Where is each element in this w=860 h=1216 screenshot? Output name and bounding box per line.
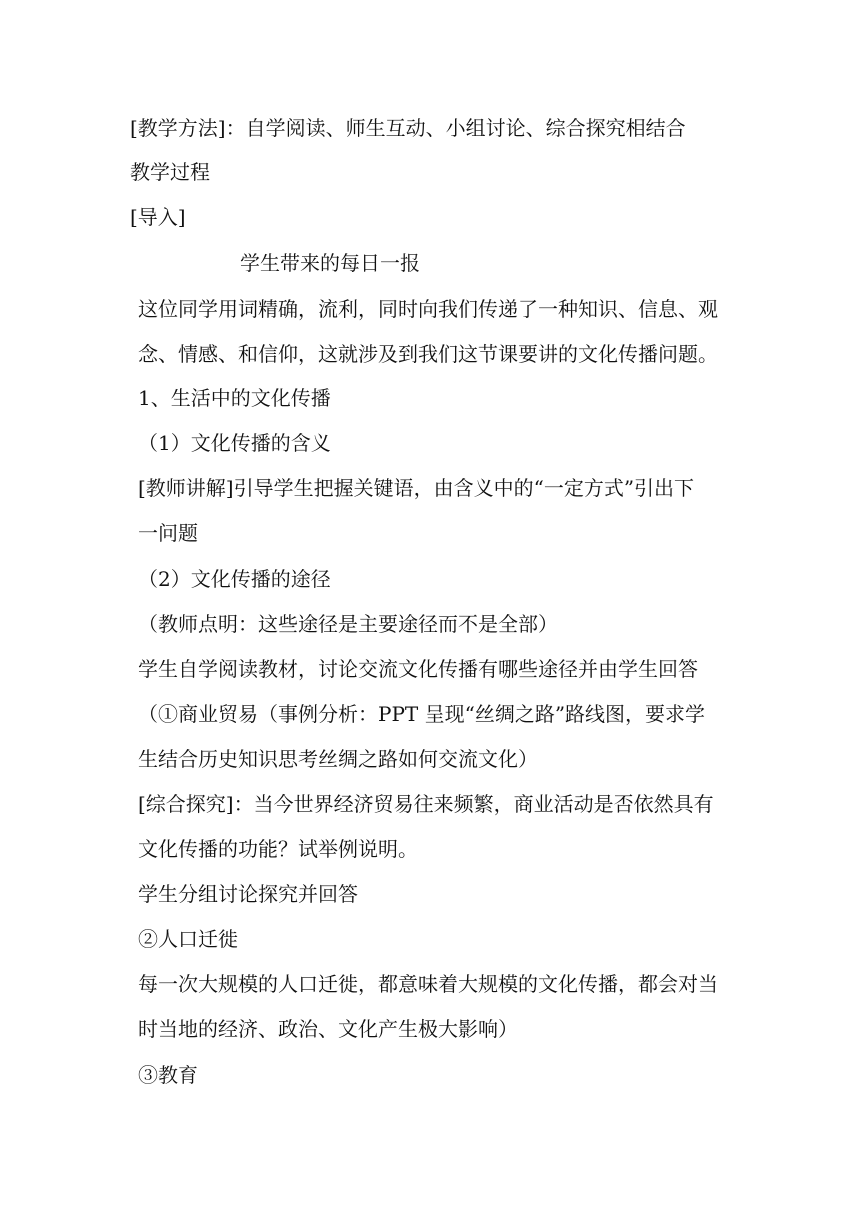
paragraph-line: （教师点明：这些途径是主要途径而不是全部） — [138, 612, 558, 636]
introduction-label: [导入] — [130, 205, 186, 229]
paragraph-line: 生结合历史知识思考丝绸之路如何交流文化） — [138, 747, 538, 771]
paragraph-line: 文化传播的功能？试举例说明。 — [138, 837, 418, 861]
paragraph-line: [教师讲解]引导学生把握关键语，由含义中的“一定方式”引出下 — [138, 476, 695, 500]
teaching-process-heading: 教学过程 — [130, 160, 210, 184]
paragraph-line: 时当地的经济、政治、文化产生极大影响） — [138, 1017, 518, 1041]
subsection-heading: （2）文化传播的途径 — [138, 567, 331, 591]
section-heading: 1、生活中的文化传播 — [138, 386, 331, 410]
paragraph-line: （①商业贸易（事例分析：PPT 呈现“丝绸之路”路线图，要求学 — [138, 702, 706, 726]
teaching-method-line: [教学方法]：自学阅读、师生互动、小组讨论、综合探究相结合 — [130, 116, 686, 140]
paragraph-line: 每一次大规模的人口迁徙，都意味着大规模的文化传播，都会对当 — [138, 972, 718, 996]
subsection-heading: （1）文化传播的含义 — [138, 431, 331, 455]
paragraph-line: [综合探究]：当今世界经济贸易往来频繁，商业活动是否依然具有 — [138, 792, 714, 816]
list-item: ③教育 — [138, 1063, 198, 1087]
list-item: ②人口迁徙 — [138, 927, 238, 951]
paragraph-line: 一问题 — [138, 521, 198, 545]
paragraph-line: 念、情感、和信仰，这就涉及到我们这节课要讲的文化传播问题。 — [138, 342, 718, 366]
paragraph-line: 学生分组讨论探究并回答 — [138, 882, 358, 906]
paragraph-line: 这位同学用词精确，流利，同时向我们传递了一种知识、信息、观 — [138, 297, 718, 321]
paragraph-line: 学生自学阅读教材，讨论交流文化传播有哪些途径并由学生回答 — [138, 657, 698, 681]
daily-report-line: 学生带来的每日一报 — [240, 251, 420, 275]
